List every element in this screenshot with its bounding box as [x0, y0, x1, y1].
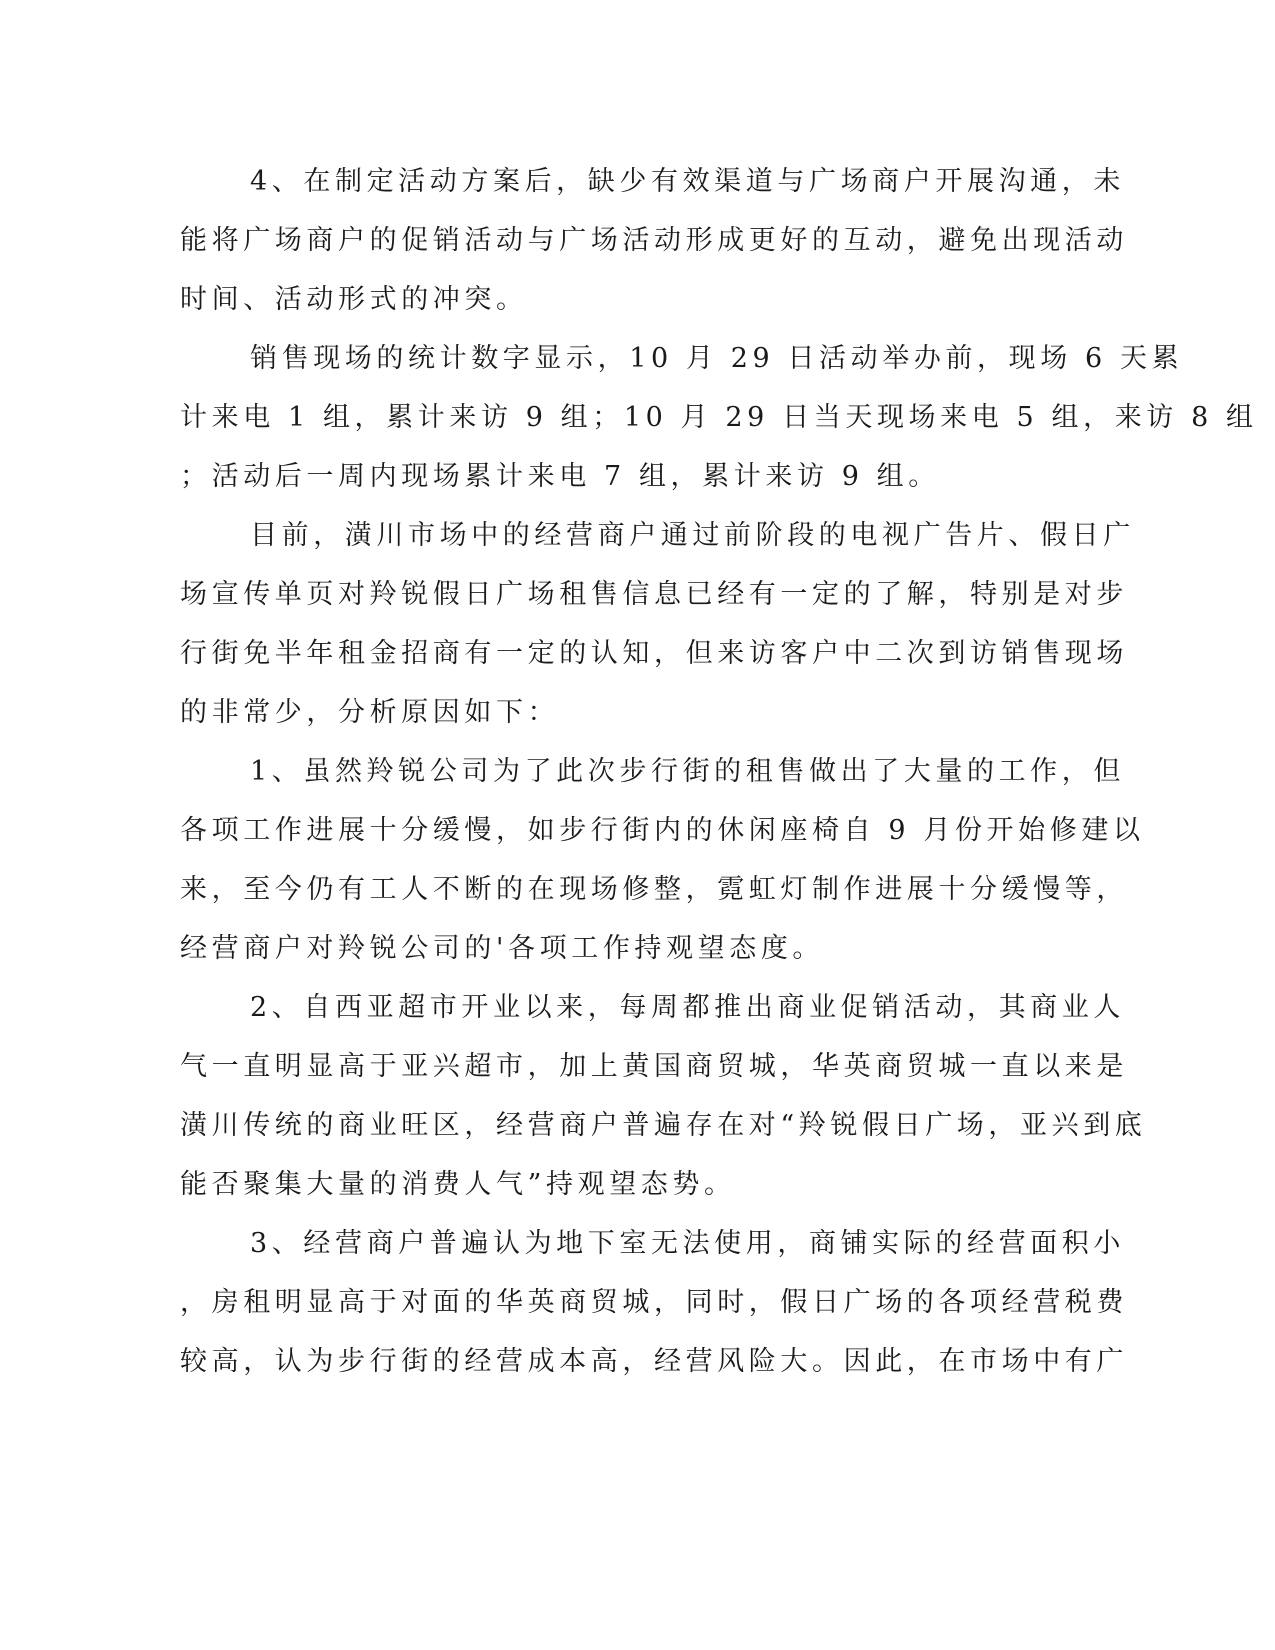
paragraph-line: 4、在制定活动方案后，缺少有效渠道与广场商户开展沟通，未: [250, 166, 1125, 197]
paragraph-line: 销售现场的统计数字显示，10 月 29 日活动举办前，现场 6 天累: [250, 343, 1184, 374]
paragraph-line: 潢川传统的商业旺区，经营商户普遍存在对“羚锐假日广场，亚兴到底: [180, 1110, 1147, 1141]
paragraph-line: 能否聚集大量的消费人气”持观望态势。: [180, 1169, 736, 1200]
paragraph-line: 经营商户对羚锐公司的'各项工作持观望态度。: [180, 933, 825, 964]
paragraph-line: 3、经营商户普遍认为地下室无法使用，商铺实际的经营面积小: [250, 1228, 1125, 1259]
document-body: [180, 152, 1258, 1391]
paragraph-line: 场宣传单页对羚锐假日广场租售信息已经有一定的了解，特别是对步: [180, 579, 1128, 610]
paragraph-line: 行街免半年租金招商有一定的认知，但来访客户中二次到访销售现场: [180, 638, 1128, 669]
paragraph-line: 较高，认为步行街的经营成本高，经营风险大。因此，在市场中有广: [180, 1346, 1128, 1377]
paragraph-line: 各项工作进展十分缓慢，如步行街内的休闲座椅自 9 月份开始修建以: [180, 815, 1145, 846]
paragraph-line: ；活动后一周内现场累计来电 7 组，累计来访 9 组。: [180, 461, 940, 492]
paragraph-line: 目前，潢川市场中的经营商户通过前阶段的电视广告片、假日广: [250, 520, 1135, 551]
paragraph-line: 时间、活动形式的冲突。: [180, 284, 528, 315]
paragraph-line: 计来电 1 组，累计来访 9 组；10 月 29 日当天现场来电 5 组，来访 8 组: [180, 402, 1258, 433]
paragraph-line: 来，至今仍有工人不断的在现场修整，霓虹灯制作进展十分缓慢等，: [180, 874, 1128, 905]
paragraph-line: 1、虽然羚锐公司为了此次步行街的租售做出了大量的工作，但: [250, 756, 1125, 787]
paragraph-line: 气一直明显高于亚兴超市，加上黄国商贸城，华英商贸城一直以来是: [180, 1051, 1128, 1082]
paragraph-line: ，房租明显高于对面的华英商贸城，同时，假日广场的各项经营税费: [180, 1287, 1128, 1318]
paragraph-line: 的非常少，分析原因如下：: [180, 697, 560, 728]
paragraph-line: 2、自西亚超市开业以来，每周都推出商业促销活动，其商业人: [250, 992, 1125, 1023]
paragraph-line: 能将广场商户的促销活动与广场活动形成更好的互动，避免出现活动: [180, 225, 1128, 256]
